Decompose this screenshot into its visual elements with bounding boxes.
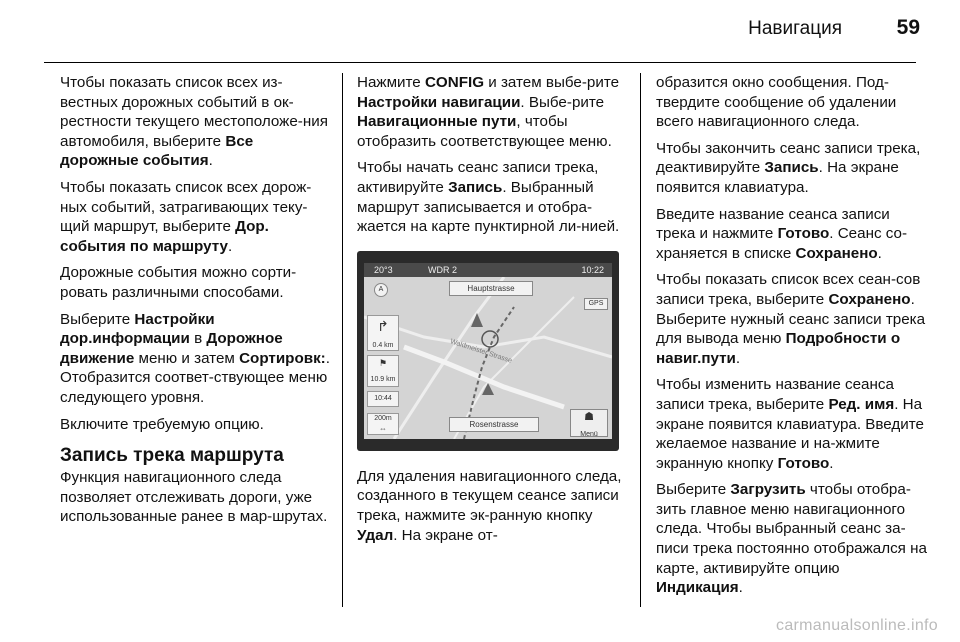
next-street: Rosenstrasse: [449, 417, 539, 432]
current-street: Hauptstrasse: [449, 281, 533, 296]
section-heading: Запись трека маршрута: [60, 445, 284, 467]
flag-icon: ⚑: [378, 357, 388, 368]
paragraph: Выберите Загрузить чтобы отобра-зить главное меню навигационного следа. Чтобы выбранный сеанс за-писи трека постоянно отображался на карте, активируйте опцию Индикация.: [656, 481, 927, 597]
map-scale: 200m ⇔: [367, 413, 399, 435]
gps-indicator: GPS: [584, 298, 608, 310]
road-label: Waldmeister Strasse: [449, 337, 513, 365]
person-icon: ☗: [584, 410, 594, 423]
paragraph: Чтобы показать список всех сеан-сов записи трека, выберите Сохранено. Выберите нужный сеанс записи трека для вывода меню Подробности о навиг.пути.: [656, 271, 926, 367]
column-divider-1: [342, 73, 343, 607]
radio-station: WDR 2: [428, 264, 457, 275]
page-number: 59: [896, 16, 920, 39]
menu-button[interactable]: ☗ Menü: [570, 409, 608, 437]
paragraph: Включите требуемую опцию.: [60, 415, 264, 433]
paragraph: образится окно сообщения. Под-твердите сообщение об удалении всего навигационного следа.: [656, 74, 897, 131]
nav-screen: [364, 263, 612, 439]
paragraph: Чтобы показать список всех дорож-ных событий, затрагивающих теку-щий маршрут, выберите Дор. события по маршруту.: [60, 178, 312, 255]
paragraph: Дорожные события можно сорти-ровать различными способами.: [60, 264, 297, 301]
section-title: Навигация: [748, 18, 842, 39]
paragraph: Функция навигационного следа позволяет отслеживать дороги, уже использованные ранее в мар-шрутах.: [60, 469, 328, 526]
paragraph: Чтобы показать список всех из-вестных дорожных событий в ок-рестности текущего местоположе-ния автомобиля, выберите Все дорожные события.: [60, 74, 328, 170]
paragraph: Чтобы закончить сеанс записи трека, деактивируйте Запись. На экране появится клавиатура.: [656, 139, 921, 196]
status-bar: [364, 263, 612, 277]
column-1: [60, 73, 332, 534]
turn-info: ↱ 0.4 km: [367, 315, 399, 351]
paragraph: Для удаления навигационного следа, созданного в текущем сеансе записи трека, нажмите эк-ранную кнопку Удал. На экране от-: [357, 467, 622, 544]
turn-arrow-icon: ↱: [377, 317, 389, 334]
eta: 10:44: [367, 391, 399, 407]
temperature: 20°3: [374, 264, 393, 275]
paragraph: Чтобы изменить название сеанса записи трека, выберите Ред. имя. На экране появится клавиатура. Введите желаемое название и на-жмите экранную кнопку Готово.: [656, 376, 924, 472]
header-rule: [44, 62, 916, 63]
compass-icon[interactable]: A: [374, 283, 388, 297]
page-header: [0, 0, 960, 62]
column-divider-2: [640, 73, 641, 607]
destination-info: ⚑ 10.9 km: [367, 355, 399, 387]
watermark: carmanualsonline.info: [776, 617, 938, 634]
paragraph: Введите название сеанса записи трека и нажмите Готово. Сеанс со-храняется в списке Сохранено.: [656, 205, 908, 262]
paragraph: Чтобы начать сеанс записи трека, активируйте Запись. Выбранный маршрут записывается и отобра-жается на карте пунктирной ли-нией.: [357, 159, 620, 236]
navigation-screenshot: [357, 251, 619, 451]
paragraph: Нажмите CONFIG и затем выбе-рите Настройки навигации. Выбе-рите Навигационные пути, чтобы отобразить соответствующее меню.: [357, 74, 620, 150]
clock: 10:22: [581, 264, 604, 275]
paragraph: Выберите Настройки дор.информации в Дорожное движение меню и затем Сортировк:. Отобразится соответ-ствующее меню следующего уровня.: [60, 310, 330, 406]
column-3: [656, 73, 928, 605]
zoom-icon: ⇔: [379, 423, 387, 433]
column-2: [357, 73, 625, 552]
